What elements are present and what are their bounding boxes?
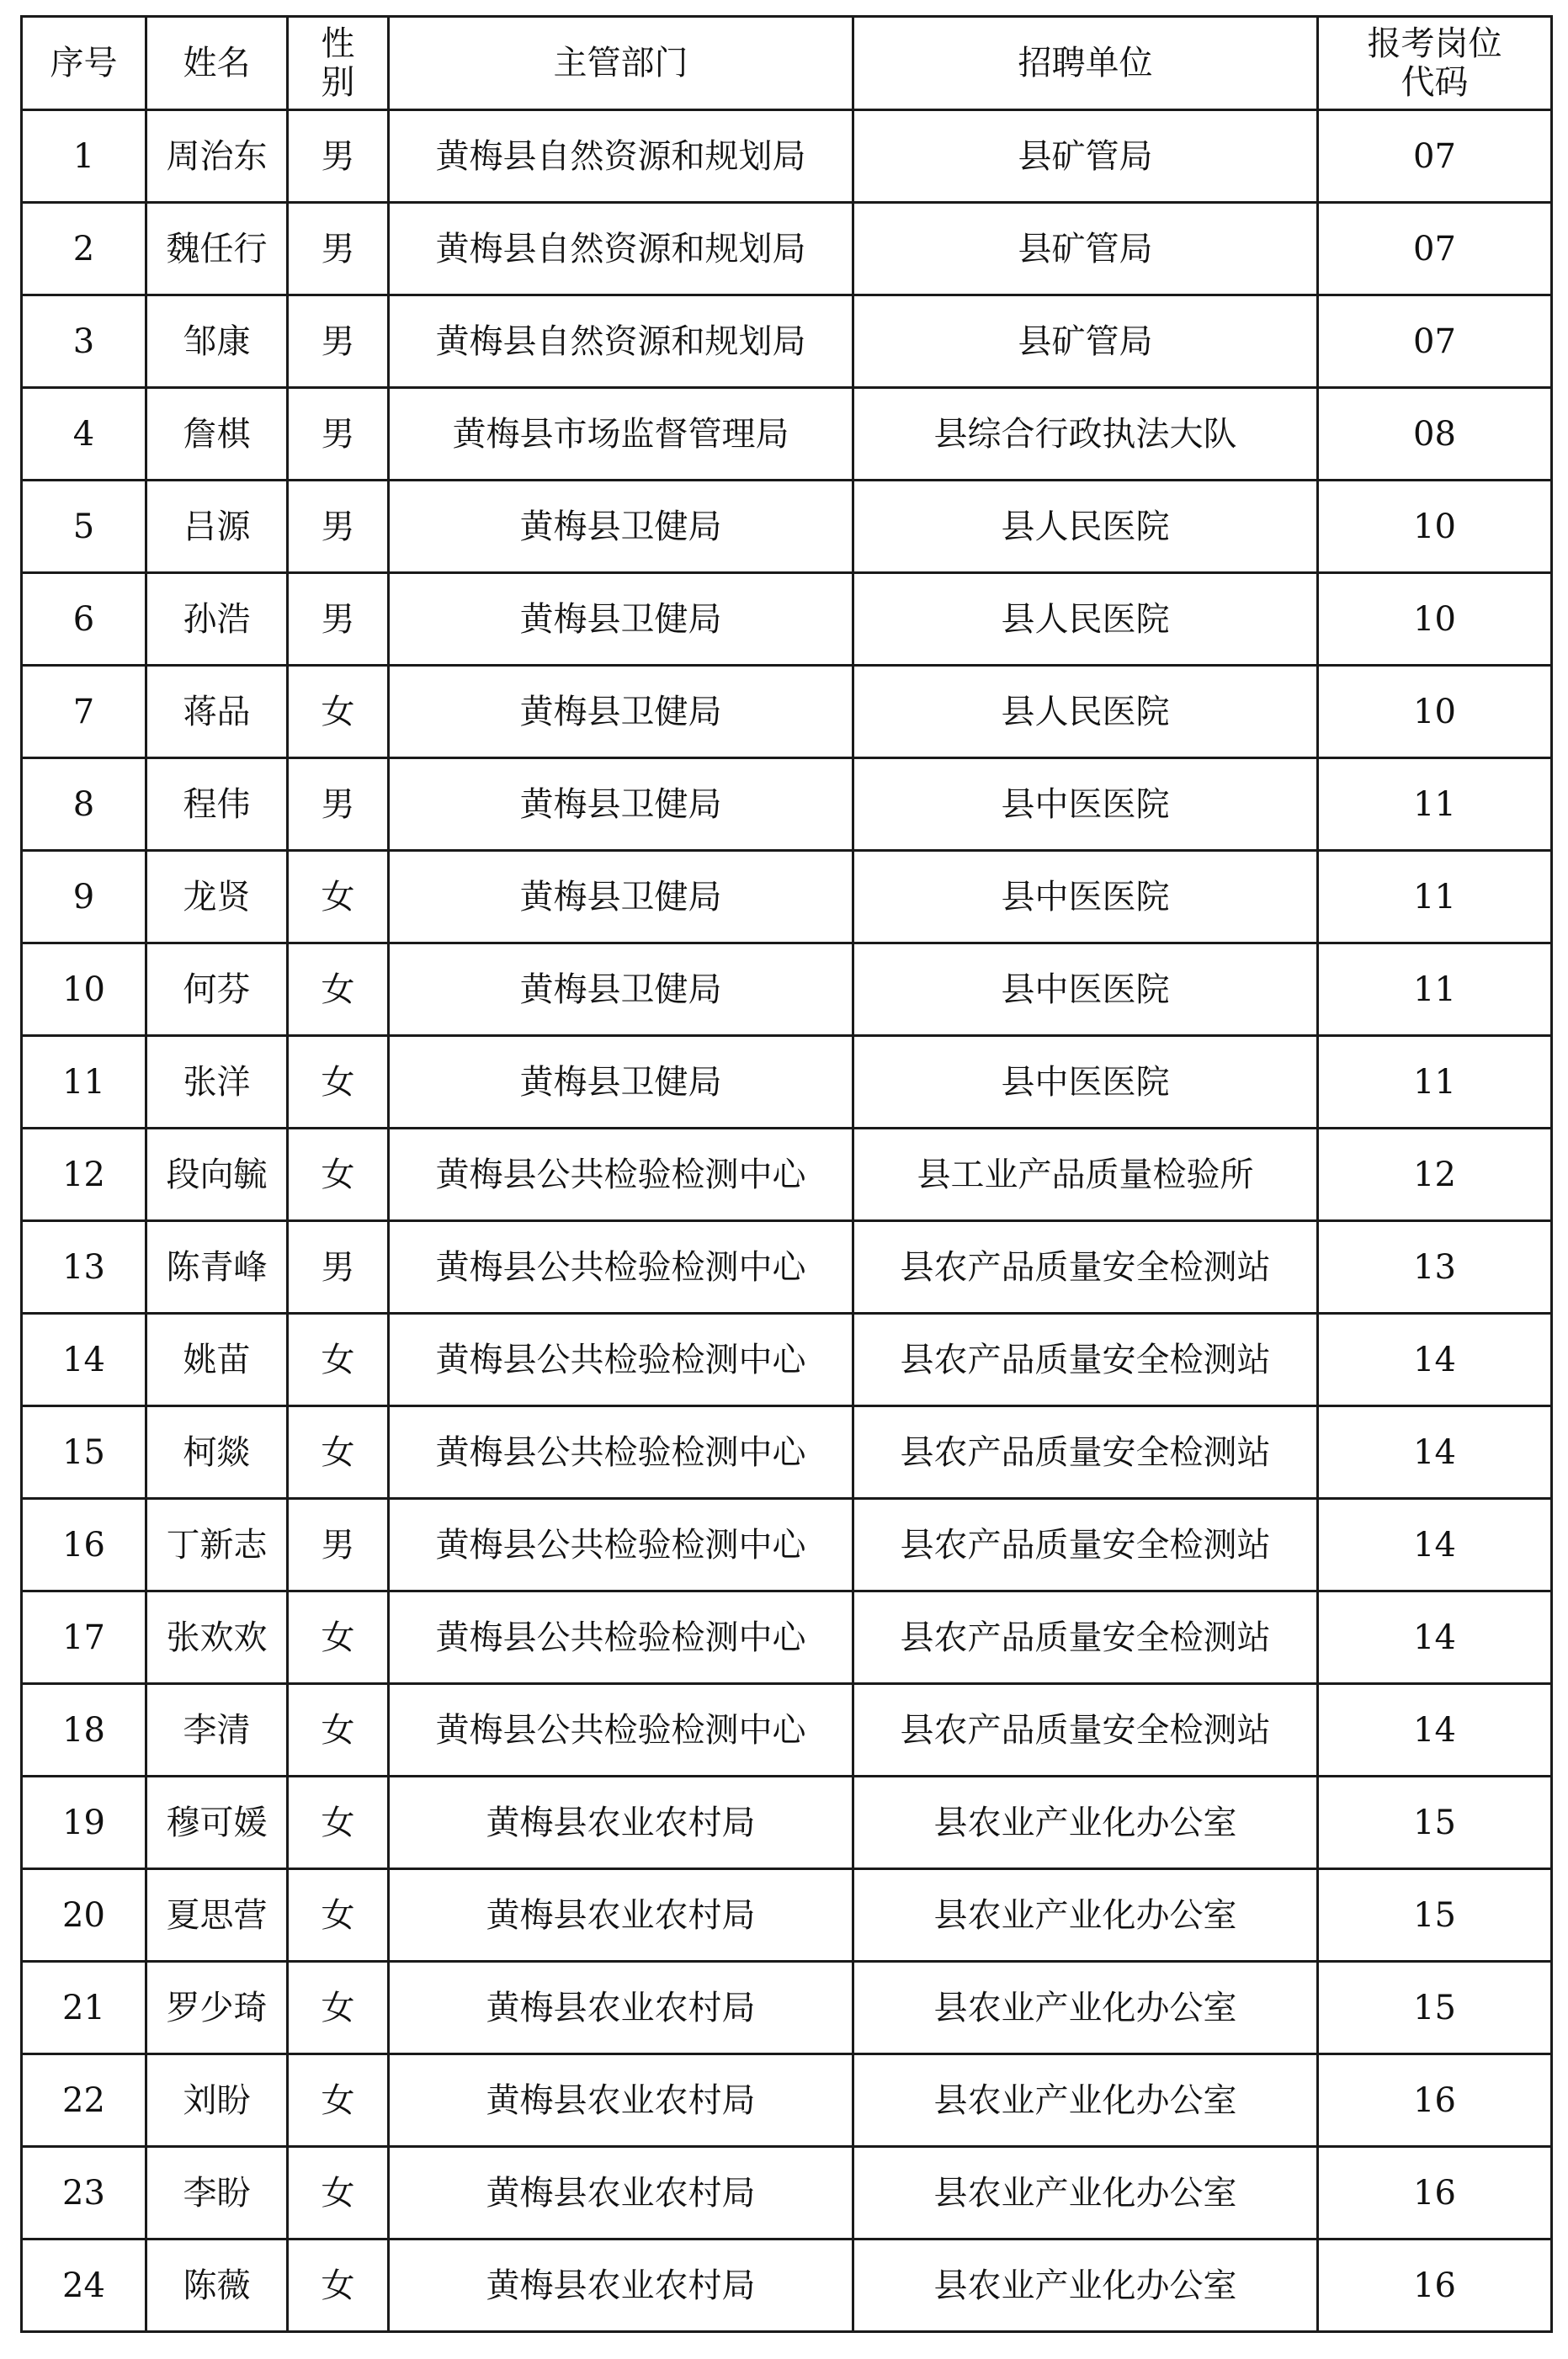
cell-department: 黄梅县卫健局 xyxy=(389,1036,853,1129)
cell-department: 黄梅县农业农村局 xyxy=(389,2054,853,2147)
cell-gender: 女 xyxy=(288,851,389,943)
cell-gender: 女 xyxy=(288,1777,389,1869)
cell-gender: 男 xyxy=(288,573,389,666)
cell-name: 蒋品 xyxy=(146,666,288,758)
table-row xyxy=(22,573,1552,666)
cell-unit: 县综合行政执法大队 xyxy=(853,388,1318,481)
cell-name: 詹棋 xyxy=(146,388,288,481)
cell-unit: 县中医医院 xyxy=(853,943,1318,1036)
cell-department: 黄梅县公共检验检测中心 xyxy=(389,1221,853,1314)
cell-position-code: 11 xyxy=(1318,943,1552,1036)
cell-department: 黄梅县公共检验检测中心 xyxy=(389,1499,853,1591)
table-header-row xyxy=(22,17,1552,110)
table-row xyxy=(22,1036,1552,1129)
header-unit: 招聘单位 xyxy=(853,17,1318,110)
table-row xyxy=(22,1591,1552,1684)
cell-name: 陈青峰 xyxy=(146,1221,288,1314)
table-row xyxy=(22,1962,1552,2054)
cell-index: 13 xyxy=(22,1221,146,1314)
cell-unit: 县中医医院 xyxy=(853,851,1318,943)
header-code-line1: 报考岗位 xyxy=(1367,24,1502,63)
cell-department: 黄梅县农业农村局 xyxy=(389,1777,853,1869)
cell-name: 邹康 xyxy=(146,295,288,388)
cell-department: 黄梅县农业农村局 xyxy=(389,1962,853,2054)
cell-gender: 女 xyxy=(288,1314,389,1406)
cell-name: 罗少琦 xyxy=(146,1962,288,2054)
cell-position-code: 16 xyxy=(1318,2054,1552,2147)
cell-index: 1 xyxy=(22,110,146,203)
cell-gender: 男 xyxy=(288,110,389,203)
table-row xyxy=(22,1777,1552,1869)
table-row xyxy=(22,203,1552,295)
cell-index: 21 xyxy=(22,1962,146,2054)
cell-index: 24 xyxy=(22,2239,146,2332)
cell-gender: 女 xyxy=(288,1869,389,1962)
cell-name: 何芬 xyxy=(146,943,288,1036)
cell-gender: 女 xyxy=(288,1962,389,2054)
cell-index: 22 xyxy=(22,2054,146,2147)
table-row xyxy=(22,1129,1552,1221)
table-row xyxy=(22,1499,1552,1591)
cell-position-code: 14 xyxy=(1318,1684,1552,1777)
cell-position-code: 10 xyxy=(1318,666,1552,758)
cell-position-code: 14 xyxy=(1318,1314,1552,1406)
cell-index: 16 xyxy=(22,1499,146,1591)
cell-department: 黄梅县卫健局 xyxy=(389,943,853,1036)
cell-name: 夏思营 xyxy=(146,1869,288,1962)
cell-position-code: 07 xyxy=(1318,110,1552,203)
cell-position-code: 14 xyxy=(1318,1591,1552,1684)
cell-department: 黄梅县自然资源和规划局 xyxy=(389,203,853,295)
cell-unit: 县人民医院 xyxy=(853,481,1318,573)
cell-index: 3 xyxy=(22,295,146,388)
cell-gender: 女 xyxy=(288,1591,389,1684)
table-row xyxy=(22,2239,1552,2332)
cell-index: 5 xyxy=(22,481,146,573)
cell-unit: 县农产品质量安全检测站 xyxy=(853,1221,1318,1314)
cell-unit: 县矿管局 xyxy=(853,110,1318,203)
cell-position-code: 12 xyxy=(1318,1129,1552,1221)
cell-position-code: 15 xyxy=(1318,1869,1552,1962)
cell-gender: 女 xyxy=(288,2054,389,2147)
header-name: 姓名 xyxy=(146,17,288,110)
cell-gender: 男 xyxy=(288,1499,389,1591)
cell-position-code: 14 xyxy=(1318,1406,1552,1499)
cell-name: 张欢欢 xyxy=(146,1591,288,1684)
cell-name: 李清 xyxy=(146,1684,288,1777)
cell-department: 黄梅县卫健局 xyxy=(389,666,853,758)
cell-gender: 男 xyxy=(288,481,389,573)
table-row xyxy=(22,943,1552,1036)
cell-position-code: 10 xyxy=(1318,573,1552,666)
cell-index: 9 xyxy=(22,851,146,943)
cell-index: 2 xyxy=(22,203,146,295)
cell-gender: 男 xyxy=(288,1221,389,1314)
cell-unit: 县中医医院 xyxy=(853,758,1318,851)
cell-index: 17 xyxy=(22,1591,146,1684)
cell-name: 姚苗 xyxy=(146,1314,288,1406)
header-position-code xyxy=(1318,17,1552,110)
cell-name: 龙贤 xyxy=(146,851,288,943)
header-gender-line1: 性 xyxy=(321,24,355,63)
table-row xyxy=(22,758,1552,851)
cell-name: 穆可媛 xyxy=(146,1777,288,1869)
table-row xyxy=(22,851,1552,943)
cell-department: 黄梅县自然资源和规划局 xyxy=(389,295,853,388)
table-row xyxy=(22,1406,1552,1499)
table-row xyxy=(22,2054,1552,2147)
cell-department: 黄梅县公共检验检测中心 xyxy=(389,1314,853,1406)
cell-gender: 女 xyxy=(288,2239,389,2332)
table-row xyxy=(22,1869,1552,1962)
cell-position-code: 11 xyxy=(1318,1036,1552,1129)
cell-name: 张洋 xyxy=(146,1036,288,1129)
cell-gender: 女 xyxy=(288,1406,389,1499)
cell-position-code: 07 xyxy=(1318,295,1552,388)
cell-department: 黄梅县农业农村局 xyxy=(389,2147,853,2239)
cell-department: 黄梅县卫健局 xyxy=(389,573,853,666)
cell-index: 7 xyxy=(22,666,146,758)
cell-unit: 县工业产品质量检验所 xyxy=(853,1129,1318,1221)
cell-gender: 女 xyxy=(288,1129,389,1221)
cell-index: 20 xyxy=(22,1869,146,1962)
cell-name: 周治东 xyxy=(146,110,288,203)
cell-unit: 县人民医院 xyxy=(853,666,1318,758)
table-row xyxy=(22,1221,1552,1314)
cell-unit: 县农业产业化办公室 xyxy=(853,2239,1318,2332)
table-row xyxy=(22,1314,1552,1406)
cell-position-code: 11 xyxy=(1318,851,1552,943)
cell-department: 黄梅县卫健局 xyxy=(389,481,853,573)
header-gender-line2: 别 xyxy=(321,63,355,102)
cell-department: 黄梅县公共检验检测中心 xyxy=(389,1684,853,1777)
cell-name: 柯燚 xyxy=(146,1406,288,1499)
cell-department: 黄梅县公共检验检测中心 xyxy=(389,1406,853,1499)
table-row xyxy=(22,2147,1552,2239)
cell-gender: 女 xyxy=(288,1036,389,1129)
cell-department: 黄梅县自然资源和规划局 xyxy=(389,110,853,203)
header-code-line2: 代码 xyxy=(1401,63,1469,102)
cell-gender: 男 xyxy=(288,758,389,851)
cell-gender: 男 xyxy=(288,388,389,481)
recruitment-roster-table xyxy=(20,15,1553,2333)
cell-position-code: 14 xyxy=(1318,1499,1552,1591)
cell-position-code: 07 xyxy=(1318,203,1552,295)
cell-position-code: 13 xyxy=(1318,1221,1552,1314)
cell-unit: 县农业产业化办公室 xyxy=(853,1962,1318,2054)
cell-unit: 县农产品质量安全检测站 xyxy=(853,1499,1318,1591)
cell-department: 黄梅县农业农村局 xyxy=(389,1869,853,1962)
header-gender xyxy=(288,17,389,110)
cell-position-code: 08 xyxy=(1318,388,1552,481)
cell-index: 15 xyxy=(22,1406,146,1499)
cell-index: 8 xyxy=(22,758,146,851)
cell-position-code: 10 xyxy=(1318,481,1552,573)
cell-unit: 县农产品质量安全检测站 xyxy=(853,1314,1318,1406)
cell-gender: 男 xyxy=(288,203,389,295)
cell-department: 黄梅县农业农村局 xyxy=(389,2239,853,2332)
cell-name: 刘盼 xyxy=(146,2054,288,2147)
cell-index: 6 xyxy=(22,573,146,666)
cell-department: 黄梅县卫健局 xyxy=(389,758,853,851)
cell-gender: 女 xyxy=(288,666,389,758)
table-row xyxy=(22,481,1552,573)
header-index: 序号 xyxy=(22,17,146,110)
cell-gender: 女 xyxy=(288,2147,389,2239)
cell-index: 10 xyxy=(22,943,146,1036)
cell-department: 黄梅县公共检验检测中心 xyxy=(389,1591,853,1684)
cell-unit: 县农产品质量安全检测站 xyxy=(853,1591,1318,1684)
cell-unit: 县农业产业化办公室 xyxy=(853,1869,1318,1962)
cell-position-code: 15 xyxy=(1318,1962,1552,2054)
table-row xyxy=(22,295,1552,388)
cell-name: 孙浩 xyxy=(146,573,288,666)
cell-name: 丁新志 xyxy=(146,1499,288,1591)
cell-unit: 县中医医院 xyxy=(853,1036,1318,1129)
cell-department: 黄梅县卫健局 xyxy=(389,851,853,943)
table-row xyxy=(22,666,1552,758)
cell-name: 段向毓 xyxy=(146,1129,288,1221)
cell-position-code: 16 xyxy=(1318,2239,1552,2332)
cell-gender: 女 xyxy=(288,943,389,1036)
cell-unit: 县农业产业化办公室 xyxy=(853,2147,1318,2239)
cell-position-code: 15 xyxy=(1318,1777,1552,1869)
cell-name: 陈薇 xyxy=(146,2239,288,2332)
cell-index: 18 xyxy=(22,1684,146,1777)
cell-gender: 女 xyxy=(288,1684,389,1777)
cell-position-code: 11 xyxy=(1318,758,1552,851)
cell-index: 12 xyxy=(22,1129,146,1221)
cell-name: 李盼 xyxy=(146,2147,288,2239)
table-row xyxy=(22,110,1552,203)
header-department: 主管部门 xyxy=(389,17,853,110)
cell-unit: 县农业产业化办公室 xyxy=(853,1777,1318,1869)
cell-name: 魏任行 xyxy=(146,203,288,295)
cell-index: 11 xyxy=(22,1036,146,1129)
cell-index: 23 xyxy=(22,2147,146,2239)
table-row xyxy=(22,1684,1552,1777)
cell-unit: 县矿管局 xyxy=(853,295,1318,388)
cell-unit: 县人民医院 xyxy=(853,573,1318,666)
cell-index: 4 xyxy=(22,388,146,481)
cell-unit: 县矿管局 xyxy=(853,203,1318,295)
table-row xyxy=(22,388,1552,481)
cell-unit: 县农产品质量安全检测站 xyxy=(853,1406,1318,1499)
cell-gender: 男 xyxy=(288,295,389,388)
table-body xyxy=(22,110,1552,2332)
cell-department: 黄梅县市场监督管理局 xyxy=(389,388,853,481)
cell-department: 黄梅县公共检验检测中心 xyxy=(389,1129,853,1221)
cell-index: 14 xyxy=(22,1314,146,1406)
cell-position-code: 16 xyxy=(1318,2147,1552,2239)
cell-name: 程伟 xyxy=(146,758,288,851)
cell-name: 吕源 xyxy=(146,481,288,573)
cell-unit: 县农产品质量安全检测站 xyxy=(853,1684,1318,1777)
cell-unit: 县农业产业化办公室 xyxy=(853,2054,1318,2147)
cell-index: 19 xyxy=(22,1777,146,1869)
